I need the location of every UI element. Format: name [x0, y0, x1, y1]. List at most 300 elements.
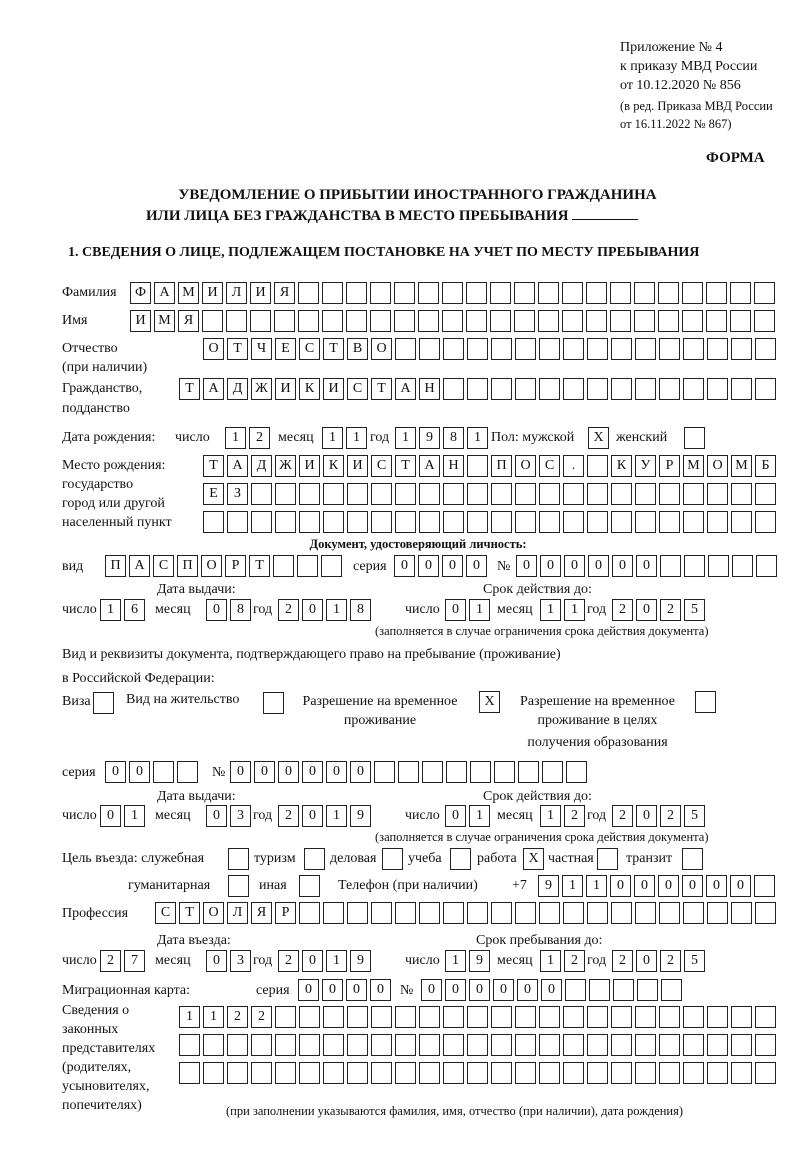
- char-cell[interactable]: [371, 511, 392, 533]
- char-cell[interactable]: [635, 511, 656, 533]
- char-cell[interactable]: [659, 511, 680, 533]
- char-cell[interactable]: Е: [275, 338, 296, 360]
- char-cell[interactable]: [754, 282, 775, 304]
- char-cell[interactable]: [153, 761, 174, 783]
- char-cell[interactable]: 0: [206, 599, 227, 621]
- char-cell[interactable]: [589, 979, 610, 1001]
- char-cell[interactable]: [682, 282, 703, 304]
- char-cell[interactable]: 0: [350, 761, 371, 783]
- char-cell[interactable]: Л: [227, 902, 248, 924]
- char-cell[interactable]: 2: [612, 599, 633, 621]
- char-cell[interactable]: [755, 338, 776, 360]
- right-issue-month-cells[interactable]: [206, 805, 254, 827]
- char-cell[interactable]: [755, 378, 776, 400]
- char-cell[interactable]: [466, 310, 487, 332]
- char-cell[interactable]: 0: [278, 761, 299, 783]
- char-cell[interactable]: [227, 1062, 248, 1084]
- char-cell[interactable]: 9: [538, 875, 559, 897]
- char-cell[interactable]: Я: [178, 310, 199, 332]
- id-issue-day-cells[interactable]: [100, 599, 148, 621]
- char-cell[interactable]: С: [347, 378, 368, 400]
- purpose-work-checkbox[interactable]: X: [523, 848, 544, 870]
- char-cell[interactable]: [539, 483, 560, 505]
- char-cell[interactable]: [323, 1006, 344, 1028]
- char-cell[interactable]: [347, 1034, 368, 1056]
- char-cell[interactable]: К: [611, 455, 632, 477]
- char-cell[interactable]: [515, 483, 536, 505]
- char-cell[interactable]: [611, 378, 632, 400]
- birth-year-cells[interactable]: [395, 427, 491, 449]
- char-cell[interactable]: [611, 483, 632, 505]
- char-cell[interactable]: 0: [634, 875, 655, 897]
- char-cell[interactable]: [635, 902, 656, 924]
- char-cell[interactable]: [755, 1062, 776, 1084]
- char-cell[interactable]: 0: [370, 979, 391, 1001]
- char-cell[interactable]: [467, 902, 488, 924]
- char-cell[interactable]: [707, 511, 728, 533]
- char-cell[interactable]: [539, 1034, 560, 1056]
- char-cell[interactable]: 2: [100, 950, 121, 972]
- char-cell[interactable]: Т: [323, 338, 344, 360]
- char-cell[interactable]: [756, 555, 777, 577]
- birthplace-cells-2[interactable]: [203, 483, 779, 505]
- char-cell[interactable]: [707, 1062, 728, 1084]
- char-cell[interactable]: 8: [350, 599, 371, 621]
- birthplace-cells-1[interactable]: [203, 455, 779, 477]
- char-cell[interactable]: С: [299, 338, 320, 360]
- char-cell[interactable]: [491, 511, 512, 533]
- char-cell[interactable]: [518, 761, 539, 783]
- char-cell[interactable]: [395, 1034, 416, 1056]
- char-cell[interactable]: [443, 338, 464, 360]
- char-cell[interactable]: [610, 282, 631, 304]
- char-cell[interactable]: 8: [443, 427, 464, 449]
- residence-permit-checkbox[interactable]: [263, 692, 284, 714]
- char-cell[interactable]: [587, 483, 608, 505]
- char-cell[interactable]: [275, 511, 296, 533]
- char-cell[interactable]: [586, 310, 607, 332]
- phone-cells[interactable]: [538, 875, 778, 897]
- birth-day-cells[interactable]: [225, 427, 273, 449]
- char-cell[interactable]: К: [323, 455, 344, 477]
- char-cell[interactable]: [202, 310, 223, 332]
- char-cell[interactable]: 0: [445, 805, 466, 827]
- char-cell[interactable]: М: [154, 310, 175, 332]
- char-cell[interactable]: [490, 282, 511, 304]
- char-cell[interactable]: [251, 1062, 272, 1084]
- purpose-transit-checkbox[interactable]: [682, 848, 703, 870]
- citizenship-cells[interactable]: [179, 378, 779, 400]
- trp-checkbox[interactable]: X: [479, 691, 500, 713]
- stay-month-cells[interactable]: [540, 950, 588, 972]
- char-cell[interactable]: [346, 310, 367, 332]
- char-cell[interactable]: [635, 483, 656, 505]
- char-cell[interactable]: [442, 310, 463, 332]
- char-cell[interactable]: З: [227, 483, 248, 505]
- char-cell[interactable]: [275, 1034, 296, 1056]
- char-cell[interactable]: [539, 338, 560, 360]
- purpose-study-checkbox[interactable]: [450, 848, 471, 870]
- right-valid-month-cells[interactable]: [540, 805, 588, 827]
- char-cell[interactable]: 0: [706, 875, 727, 897]
- id-issue-month-cells[interactable]: [206, 599, 254, 621]
- char-cell[interactable]: [637, 979, 658, 1001]
- char-cell[interactable]: 2: [278, 599, 299, 621]
- char-cell[interactable]: 0: [466, 555, 487, 577]
- char-cell[interactable]: [371, 1006, 392, 1028]
- char-cell[interactable]: [422, 761, 443, 783]
- char-cell[interactable]: [467, 1034, 488, 1056]
- char-cell[interactable]: [563, 378, 584, 400]
- right-valid-day-cells[interactable]: [445, 805, 493, 827]
- char-cell[interactable]: [321, 555, 342, 577]
- char-cell[interactable]: [394, 310, 415, 332]
- char-cell[interactable]: [515, 1006, 536, 1028]
- char-cell[interactable]: 2: [278, 805, 299, 827]
- char-cell[interactable]: [587, 455, 608, 477]
- id-valid-day-cells[interactable]: [445, 599, 493, 621]
- char-cell[interactable]: [419, 1006, 440, 1028]
- char-cell[interactable]: А: [129, 555, 150, 577]
- reps-cells-3[interactable]: [179, 1062, 779, 1084]
- char-cell[interactable]: [586, 282, 607, 304]
- id-number-cells[interactable]: [516, 555, 780, 577]
- char-cell[interactable]: [322, 282, 343, 304]
- char-cell[interactable]: [371, 1034, 392, 1056]
- char-cell[interactable]: [659, 902, 680, 924]
- char-cell[interactable]: [395, 1062, 416, 1084]
- char-cell[interactable]: [418, 310, 439, 332]
- char-cell[interactable]: [443, 511, 464, 533]
- char-cell[interactable]: 0: [636, 950, 657, 972]
- char-cell[interactable]: Я: [251, 902, 272, 924]
- char-cell[interactable]: [755, 902, 776, 924]
- reps-cells-1[interactable]: [179, 1006, 779, 1028]
- right-issue-day-cells[interactable]: [100, 805, 148, 827]
- char-cell[interactable]: Н: [443, 455, 464, 477]
- char-cell[interactable]: 1: [540, 950, 561, 972]
- char-cell[interactable]: [418, 282, 439, 304]
- char-cell[interactable]: 0: [564, 555, 585, 577]
- char-cell[interactable]: 0: [612, 555, 633, 577]
- char-cell[interactable]: [419, 338, 440, 360]
- char-cell[interactable]: [514, 282, 535, 304]
- char-cell[interactable]: В: [347, 338, 368, 360]
- char-cell[interactable]: [515, 902, 536, 924]
- char-cell[interactable]: [731, 902, 752, 924]
- char-cell[interactable]: [297, 555, 318, 577]
- char-cell[interactable]: [732, 555, 753, 577]
- char-cell[interactable]: [273, 555, 294, 577]
- char-cell[interactable]: [731, 1006, 752, 1028]
- char-cell[interactable]: О: [515, 455, 536, 477]
- char-cell[interactable]: [635, 338, 656, 360]
- char-cell[interactable]: [395, 338, 416, 360]
- char-cell[interactable]: [659, 378, 680, 400]
- char-cell[interactable]: [538, 310, 559, 332]
- char-cell[interactable]: [227, 1034, 248, 1056]
- id-kind-cells[interactable]: [105, 555, 345, 577]
- birthplace-cells-3[interactable]: [203, 511, 779, 533]
- char-cell[interactable]: [514, 310, 535, 332]
- char-cell[interactable]: [683, 483, 704, 505]
- char-cell[interactable]: [706, 282, 727, 304]
- char-cell[interactable]: 0: [206, 805, 227, 827]
- char-cell[interactable]: [443, 378, 464, 400]
- char-cell[interactable]: [611, 511, 632, 533]
- char-cell[interactable]: А: [154, 282, 175, 304]
- right-issue-year-cells[interactable]: [278, 805, 374, 827]
- char-cell[interactable]: [683, 378, 704, 400]
- char-cell[interactable]: О: [203, 902, 224, 924]
- char-cell[interactable]: [539, 1062, 560, 1084]
- char-cell[interactable]: 0: [302, 761, 323, 783]
- entry-year-cells[interactable]: [278, 950, 374, 972]
- char-cell[interactable]: 2: [660, 950, 681, 972]
- char-cell[interactable]: [707, 483, 728, 505]
- char-cell[interactable]: Д: [227, 378, 248, 400]
- char-cell[interactable]: [682, 310, 703, 332]
- char-cell[interactable]: [299, 1062, 320, 1084]
- char-cell[interactable]: [539, 1006, 560, 1028]
- char-cell[interactable]: [494, 761, 515, 783]
- char-cell[interactable]: [566, 761, 587, 783]
- purpose-other-checkbox[interactable]: [299, 875, 320, 897]
- char-cell[interactable]: Р: [225, 555, 246, 577]
- char-cell[interactable]: 1: [322, 427, 343, 449]
- char-cell[interactable]: 0: [105, 761, 126, 783]
- char-cell[interactable]: [563, 1062, 584, 1084]
- char-cell[interactable]: [539, 378, 560, 400]
- char-cell[interactable]: 9: [419, 427, 440, 449]
- char-cell[interactable]: [443, 1034, 464, 1056]
- char-cell[interactable]: [707, 1034, 728, 1056]
- char-cell[interactable]: [203, 1034, 224, 1056]
- char-cell[interactable]: Т: [203, 455, 224, 477]
- char-cell[interactable]: [683, 511, 704, 533]
- char-cell[interactable]: [299, 483, 320, 505]
- char-cell[interactable]: [419, 1062, 440, 1084]
- char-cell[interactable]: О: [707, 455, 728, 477]
- char-cell[interactable]: 7: [124, 950, 145, 972]
- char-cell[interactable]: И: [130, 310, 151, 332]
- char-cell[interactable]: [467, 483, 488, 505]
- char-cell[interactable]: [323, 902, 344, 924]
- char-cell[interactable]: 1: [562, 875, 583, 897]
- char-cell[interactable]: [755, 1006, 776, 1028]
- profession-cells[interactable]: [155, 902, 779, 924]
- char-cell[interactable]: [467, 455, 488, 477]
- char-cell[interactable]: 0: [254, 761, 275, 783]
- char-cell[interactable]: И: [323, 378, 344, 400]
- char-cell[interactable]: 0: [730, 875, 751, 897]
- char-cell[interactable]: [346, 282, 367, 304]
- char-cell[interactable]: 1: [203, 1006, 224, 1028]
- char-cell[interactable]: М: [683, 455, 704, 477]
- char-cell[interactable]: Ф: [130, 282, 151, 304]
- char-cell[interactable]: [659, 483, 680, 505]
- char-cell[interactable]: 3: [230, 950, 251, 972]
- stay-day-cells[interactable]: [445, 950, 493, 972]
- char-cell[interactable]: [731, 511, 752, 533]
- char-cell[interactable]: [298, 282, 319, 304]
- char-cell[interactable]: [467, 1006, 488, 1028]
- char-cell[interactable]: [299, 1006, 320, 1028]
- char-cell[interactable]: [563, 902, 584, 924]
- char-cell[interactable]: 1: [395, 427, 416, 449]
- char-cell[interactable]: 1: [179, 1006, 200, 1028]
- right-number-cells[interactable]: [230, 761, 590, 783]
- char-cell[interactable]: Е: [203, 483, 224, 505]
- birth-month-cells[interactable]: [322, 427, 370, 449]
- char-cell[interactable]: 1: [469, 599, 490, 621]
- id-valid-year-cells[interactable]: [612, 599, 708, 621]
- char-cell[interactable]: [755, 1034, 776, 1056]
- char-cell[interactable]: 0: [682, 875, 703, 897]
- char-cell[interactable]: О: [371, 338, 392, 360]
- purpose-official-checkbox[interactable]: [228, 848, 249, 870]
- char-cell[interactable]: [491, 1062, 512, 1084]
- char-cell[interactable]: И: [275, 378, 296, 400]
- char-cell[interactable]: 1: [564, 599, 585, 621]
- char-cell[interactable]: 0: [541, 979, 562, 1001]
- char-cell[interactable]: [565, 979, 586, 1001]
- char-cell[interactable]: 0: [517, 979, 538, 1001]
- migration-series-cells[interactable]: [298, 979, 394, 1001]
- char-cell[interactable]: [443, 1062, 464, 1084]
- char-cell[interactable]: 0: [230, 761, 251, 783]
- char-cell[interactable]: [419, 902, 440, 924]
- char-cell[interactable]: [562, 282, 583, 304]
- char-cell[interactable]: 2: [564, 805, 585, 827]
- id-valid-month-cells[interactable]: [540, 599, 588, 621]
- female-checkbox[interactable]: [684, 427, 705, 449]
- char-cell[interactable]: [635, 1034, 656, 1056]
- char-cell[interactable]: [299, 511, 320, 533]
- char-cell[interactable]: 0: [516, 555, 537, 577]
- char-cell[interactable]: И: [202, 282, 223, 304]
- char-cell[interactable]: 0: [493, 979, 514, 1001]
- char-cell[interactable]: 1: [445, 950, 466, 972]
- char-cell[interactable]: [203, 1062, 224, 1084]
- char-cell[interactable]: [370, 282, 391, 304]
- char-cell[interactable]: [491, 378, 512, 400]
- char-cell[interactable]: М: [178, 282, 199, 304]
- char-cell[interactable]: [611, 1006, 632, 1028]
- char-cell[interactable]: [563, 1006, 584, 1028]
- char-cell[interactable]: [251, 1034, 272, 1056]
- char-cell[interactable]: 0: [540, 555, 561, 577]
- char-cell[interactable]: [563, 483, 584, 505]
- char-cell[interactable]: [491, 1034, 512, 1056]
- char-cell[interactable]: [587, 1034, 608, 1056]
- char-cell[interactable]: 9: [350, 805, 371, 827]
- char-cell[interactable]: [515, 378, 536, 400]
- char-cell[interactable]: [443, 1006, 464, 1028]
- char-cell[interactable]: [659, 338, 680, 360]
- char-cell[interactable]: [466, 282, 487, 304]
- char-cell[interactable]: [491, 338, 512, 360]
- char-cell[interactable]: [419, 483, 440, 505]
- char-cell[interactable]: [563, 1034, 584, 1056]
- surname-cells[interactable]: [130, 282, 778, 304]
- char-cell[interactable]: [179, 1034, 200, 1056]
- char-cell[interactable]: .: [563, 455, 584, 477]
- char-cell[interactable]: С: [155, 902, 176, 924]
- char-cell[interactable]: [538, 282, 559, 304]
- char-cell[interactable]: [731, 338, 752, 360]
- char-cell[interactable]: [683, 338, 704, 360]
- char-cell[interactable]: Д: [251, 455, 272, 477]
- char-cell[interactable]: [587, 338, 608, 360]
- char-cell[interactable]: 0: [636, 599, 657, 621]
- char-cell[interactable]: 0: [421, 979, 442, 1001]
- char-cell[interactable]: [587, 511, 608, 533]
- char-cell[interactable]: [659, 1006, 680, 1028]
- char-cell[interactable]: [467, 378, 488, 400]
- char-cell[interactable]: [754, 310, 775, 332]
- char-cell[interactable]: [467, 511, 488, 533]
- char-cell[interactable]: [683, 1006, 704, 1028]
- char-cell[interactable]: 1: [100, 599, 121, 621]
- char-cell[interactable]: Ж: [275, 455, 296, 477]
- char-cell[interactable]: О: [201, 555, 222, 577]
- visa-checkbox[interactable]: [93, 692, 114, 714]
- char-cell[interactable]: Л: [226, 282, 247, 304]
- char-cell[interactable]: С: [371, 455, 392, 477]
- char-cell[interactable]: 0: [442, 555, 463, 577]
- char-cell[interactable]: 8: [230, 599, 251, 621]
- char-cell[interactable]: [491, 483, 512, 505]
- char-cell[interactable]: О: [203, 338, 224, 360]
- char-cell[interactable]: [634, 282, 655, 304]
- char-cell[interactable]: [611, 1034, 632, 1056]
- char-cell[interactable]: [515, 511, 536, 533]
- reps-cells-2[interactable]: [179, 1034, 779, 1056]
- purpose-private-checkbox[interactable]: [597, 848, 618, 870]
- char-cell[interactable]: [490, 310, 511, 332]
- char-cell[interactable]: [347, 483, 368, 505]
- char-cell[interactable]: [659, 1062, 680, 1084]
- char-cell[interactable]: 0: [302, 805, 323, 827]
- char-cell[interactable]: [539, 902, 560, 924]
- char-cell[interactable]: [684, 555, 705, 577]
- char-cell[interactable]: 0: [588, 555, 609, 577]
- char-cell[interactable]: [563, 338, 584, 360]
- purpose-tourism-checkbox[interactable]: [304, 848, 325, 870]
- char-cell[interactable]: [707, 1006, 728, 1028]
- char-cell[interactable]: М: [731, 455, 752, 477]
- char-cell[interactable]: [707, 902, 728, 924]
- char-cell[interactable]: [470, 761, 491, 783]
- char-cell[interactable]: [635, 378, 656, 400]
- char-cell[interactable]: 0: [636, 805, 657, 827]
- char-cell[interactable]: [322, 310, 343, 332]
- char-cell[interactable]: Т: [227, 338, 248, 360]
- char-cell[interactable]: [635, 1006, 656, 1028]
- char-cell[interactable]: И: [347, 455, 368, 477]
- char-cell[interactable]: Ж: [251, 378, 272, 400]
- char-cell[interactable]: Р: [659, 455, 680, 477]
- char-cell[interactable]: [611, 902, 632, 924]
- char-cell[interactable]: [467, 338, 488, 360]
- char-cell[interactable]: 0: [346, 979, 367, 1001]
- char-cell[interactable]: 2: [660, 805, 681, 827]
- char-cell[interactable]: [275, 483, 296, 505]
- char-cell[interactable]: 2: [660, 599, 681, 621]
- char-cell[interactable]: [587, 378, 608, 400]
- char-cell[interactable]: [442, 282, 463, 304]
